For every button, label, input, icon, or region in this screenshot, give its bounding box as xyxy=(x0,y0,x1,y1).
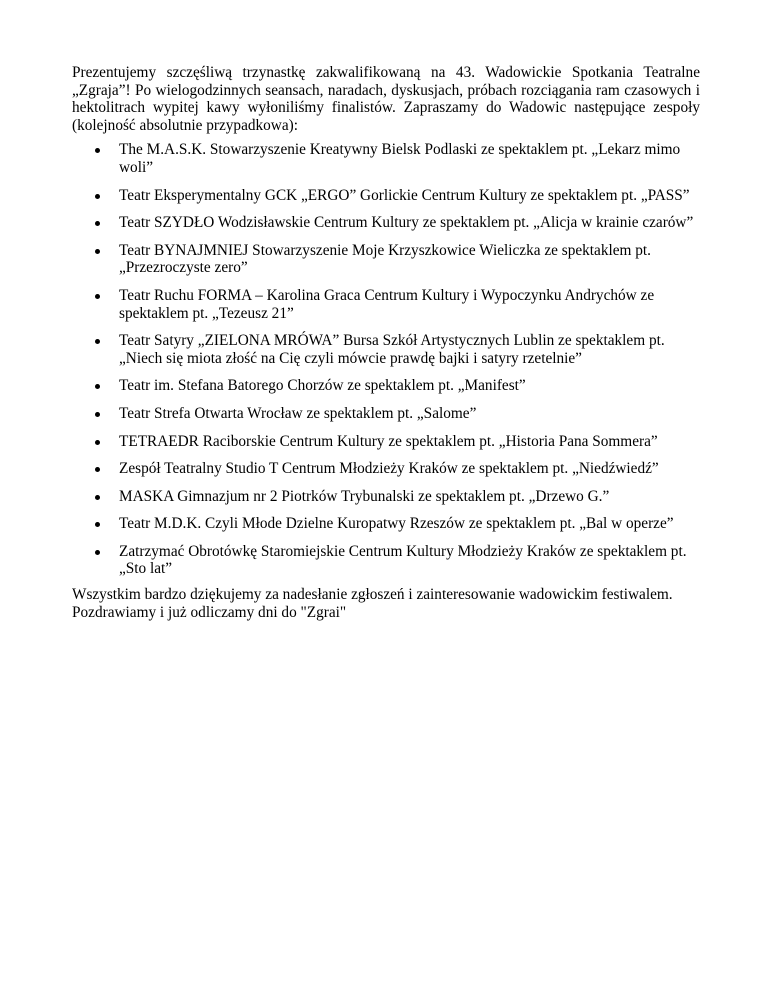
list-item xyxy=(72,141,700,176)
bullet-icon xyxy=(95,522,100,527)
list-item xyxy=(72,460,700,478)
list-item xyxy=(72,214,700,232)
list-item xyxy=(72,433,700,451)
list-item xyxy=(72,515,700,533)
list-item xyxy=(72,287,700,322)
intro-paragraph: Prezentujemy szczęśliwą trzynastkę zakwalifikowaną na 43. Wadowickie Spotkania Teatralne „Zgraja”! Po wielogodzinnych seansach, naradach, dyskusjach, próbach rozciągania ram czasowych i hektolitrach wypitej kawy wyłoniliśmy finalistów. Zapraszamy do Wadowic następujące zespoły (kolejność absolutnie przypadkowa): xyxy=(72,64,700,134)
team-entry: Teatr SZYDŁO Wodzisławskie Centrum Kultury ze spektaklem pt. „Alicja w krainie czarów” xyxy=(119,214,694,232)
bullet-icon xyxy=(95,294,100,299)
list-item xyxy=(72,332,700,367)
list-item xyxy=(72,377,700,395)
list-item xyxy=(72,488,700,506)
team-entry: Teatr Strefa Otwarta Wrocław ze spektaklem pt. „Salome” xyxy=(119,404,477,422)
greeting-line: Pozdrawiamy i już odliczamy dni do "Zgrai" xyxy=(72,603,347,621)
list-item xyxy=(72,405,700,423)
team-entry: Teatr Ruchu FORMA – Karolina Graca Centrum Kultury i Wypoczynku Andrychów ze spektaklem pt. „Tezeusz 21” xyxy=(119,286,655,322)
bullet-icon xyxy=(95,194,100,199)
closing-paragraph xyxy=(72,586,700,621)
team-entry: MASKA Gimnazjum nr 2 Piotrków Trybunalski ze spektaklem pt. „Drzewo G.” xyxy=(119,487,610,505)
bullet-icon xyxy=(95,249,100,254)
team-entry: Teatr M.D.K. Czyli Młode Dzielne Kuropatwy Rzeszów ze spektaklem pt. „Bal w operze” xyxy=(119,515,674,533)
team-entry: The M.A.S.K. Stowarzyszenie Kreatywny Bielsk Podlaski ze spektaklem pt. „Lekarz mimo woli” xyxy=(119,141,681,176)
bullet-icon xyxy=(95,339,100,344)
team-entry: Teatr BYNAJMNIEJ Stowarzyszenie Moje Krzyszkowice Wieliczka ze spektaklem pt. „Przezroczyste zero” xyxy=(119,241,651,277)
thanks-line: Wszystkim bardzo dziękujemy za nadesłanie zgłoszeń i zainteresowanie wadowickim festiwalem. xyxy=(72,586,673,604)
bullet-icon xyxy=(95,384,100,389)
team-entry: Teatr Eksperymentalny GCK „ERGO” Gorlickie Centrum Kultury ze spektaklem pt. „PASS” xyxy=(119,186,690,204)
list-item xyxy=(72,187,700,205)
bullet-icon xyxy=(95,467,100,472)
list-item xyxy=(72,543,700,578)
bullet-icon xyxy=(95,550,100,555)
bullet-icon xyxy=(95,495,100,500)
team-entry: Zatrzymać Obrotówkę Staromiejskie Centrum Kultury Młodzieży Kraków ze spektaklem pt. „Sto lat” xyxy=(119,542,687,578)
team-entry: Teatr Satyry „ZIELONA MRÓWA” Bursa Szkół Artystycznych Lublin ze spektaklem pt. „Niech się miota złość na Cię czyli mówcie prawdę bajki i satyry rzetelnie” xyxy=(119,332,665,367)
team-entry: Teatr im. Stefana Batorego Chorzów ze spektaklem pt. „Manifest” xyxy=(119,377,526,395)
document-page xyxy=(72,64,700,621)
bullet-icon xyxy=(95,440,100,445)
bullet-icon xyxy=(95,412,100,417)
list-item xyxy=(72,242,700,277)
team-entry: Zespół Teatralny Studio T Centrum Młodzieży Kraków ze spektaklem pt. „Niedźwiedź” xyxy=(119,460,659,478)
team-list xyxy=(72,141,700,578)
team-entry: TETRAEDR Raciborskie Centrum Kultury ze spektaklem pt. „Historia Pana Sommera” xyxy=(119,432,658,450)
bullet-icon xyxy=(95,148,100,153)
bullet-icon xyxy=(95,221,100,226)
